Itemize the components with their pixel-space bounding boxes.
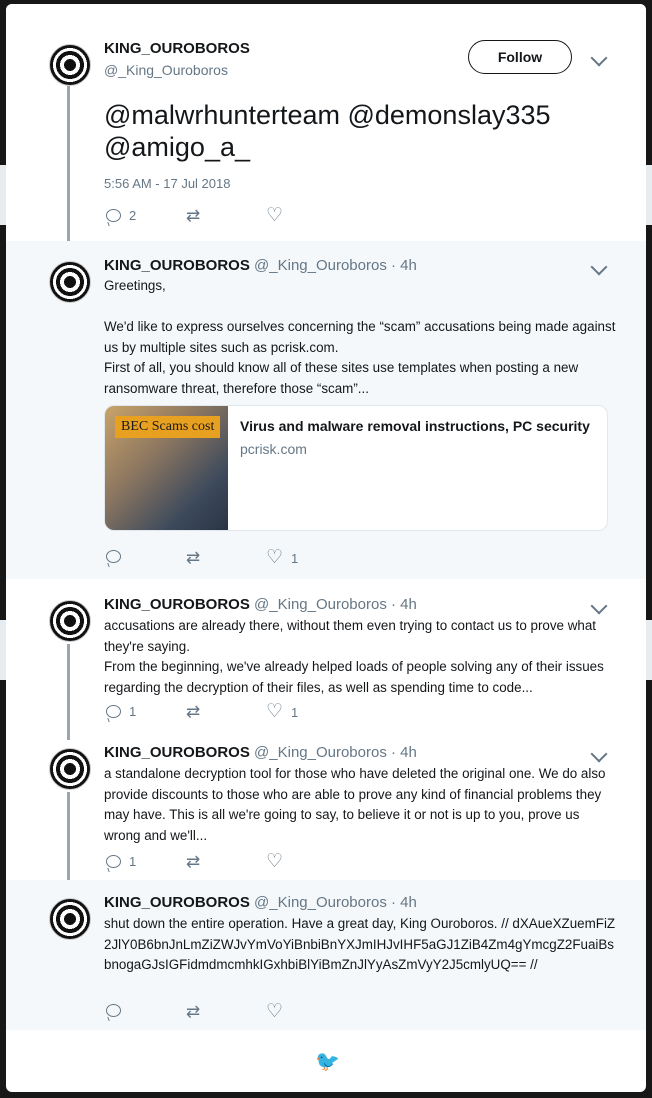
- retweet-action[interactable]: [186, 208, 200, 224]
- retweet-icon: ⇄: [186, 702, 201, 721]
- tweet-actions: [104, 851, 404, 876]
- display-name-text: KING_OUROBOROS: [104, 257, 250, 274]
- retweet-icon: ⇄: [186, 206, 201, 225]
- tweet-text: a standalone decryption tool for those who have deleted the original one. We do also provide discounts to those who are able to prove any kind of financial problems they may have. This is all we're going to say, to believe it or not is up to you, prove us wrong and we'll...: [104, 766, 606, 843]
- tweet-time: · 4h: [391, 596, 417, 613]
- tweet-text: @malwrhunterteam @demonslay335 @amigo_a_: [104, 100, 551, 162]
- like-action[interactable]: [266, 701, 299, 722]
- avatar[interactable]: [49, 44, 91, 86]
- twitter-bird-icon: 🐦: [315, 1051, 340, 1073]
- retweet-icon: ⇄: [186, 1002, 201, 1021]
- tweet-actions: [104, 701, 404, 726]
- follow-button[interactable]: Follow: [468, 40, 572, 74]
- reply-count: 1: [129, 854, 137, 869]
- retweet-action[interactable]: [186, 550, 200, 566]
- reply-action[interactable]: [106, 854, 136, 869]
- card-title: Virus and malware removal instructions, PC security: [240, 418, 590, 434]
- card-domain: pcrisk.com: [240, 441, 307, 457]
- display-name[interactable]: [104, 257, 417, 274]
- tweet-text: shut down the entire operation. Have a great day, King Ouroboros. // dXAueXZuemFiZ2JlY0B6bnJnLmZiZWJvYmVoYiBnbiBnYXJmIHJvIHF5aGJ1ZiB4Zm4gYmcgZ2FuaiBsbnogaGJsIGFidmdmcmhkIGxhbiBlYiBmZnJlYyAsZmVyY2J5cmlyUQ== //: [104, 916, 616, 972]
- chevron-down-icon[interactable]: [591, 259, 608, 276]
- heart-icon: ♡: [266, 701, 284, 722]
- handle: @_King_Ouroboros: [254, 596, 387, 613]
- chevron-down-icon[interactable]: [591, 598, 608, 615]
- tweet-actions: [104, 547, 404, 572]
- display-name-text: KING_OUROBOROS: [104, 894, 250, 911]
- thread-line: [67, 730, 70, 740]
- tweet-timestamp[interactable]: 5:56 AM - 17 Jul 2018: [104, 176, 231, 191]
- reply-icon: [106, 705, 121, 718]
- display-name[interactable]: [104, 596, 417, 613]
- thread-line: [67, 86, 70, 241]
- thread-line: [67, 644, 70, 730]
- tweet-actions: [104, 205, 404, 230]
- like-count: 1: [291, 704, 299, 720]
- reply-action[interactable]: [106, 1004, 121, 1017]
- avatar[interactable]: [49, 748, 91, 790]
- handle: @_King_Ouroboros: [254, 257, 387, 274]
- link-card[interactable]: [104, 405, 608, 531]
- tweet-modal: [6, 4, 646, 1092]
- tweet-actions: [104, 1001, 404, 1026]
- like-count: 1: [291, 550, 299, 566]
- reply-icon: [106, 855, 121, 868]
- tweet-time: · 4h: [391, 894, 417, 911]
- display-name-text: KING_OUROBOROS: [104, 744, 250, 761]
- retweet-icon: ⇄: [186, 852, 201, 871]
- heart-icon: ♡: [266, 1001, 284, 1022]
- display-name[interactable]: KING_OUROBOROS: [104, 40, 250, 57]
- tweet-text: accusations are already there, without them even trying to contact us to prove what they're saying. From the beginning, we've already helped loads of people solving any of their issues regarding the decryption of their files, as well as spending time to code...: [104, 618, 604, 695]
- like-action[interactable]: [266, 205, 284, 226]
- retweet-action[interactable]: [186, 1004, 200, 1020]
- reply-tweet[interactable]: [6, 880, 646, 1030]
- thread-line: [67, 792, 70, 880]
- card-image-text: BEC Scams cost: [115, 416, 220, 438]
- like-action[interactable]: [266, 547, 299, 568]
- avatar[interactable]: [49, 898, 91, 940]
- chevron-down-icon[interactable]: [591, 50, 608, 67]
- reply-tweet[interactable]: [6, 730, 646, 880]
- avatar[interactable]: [49, 261, 91, 303]
- reply-icon: [106, 209, 121, 222]
- heart-icon: ♡: [266, 547, 284, 568]
- reply-tweet[interactable]: [6, 582, 646, 730]
- reply-action[interactable]: [106, 208, 136, 223]
- tweet-text: Greetings, We'd like to express ourselves concerning the “scam” accusations being made against us by multiple sites such as pcrisk.com. First of all, you should know all of these sites use templates when posting a new ransomware threat, therefore those “scam”...: [104, 278, 616, 396]
- reply-count: 1: [129, 704, 137, 719]
- reply-icon: [106, 1004, 121, 1017]
- reply-icon: [106, 550, 121, 563]
- reply-action[interactable]: [106, 550, 129, 563]
- tweet-time: · 4h: [391, 257, 417, 274]
- chevron-down-icon[interactable]: [591, 746, 608, 763]
- like-action[interactable]: [266, 1001, 284, 1022]
- reply-count: 2: [129, 208, 137, 223]
- retweet-icon: ⇄: [186, 548, 201, 567]
- card-image: [105, 406, 228, 530]
- heart-icon: ♡: [266, 205, 284, 226]
- retweet-action[interactable]: [186, 704, 200, 720]
- display-name[interactable]: [104, 894, 417, 911]
- avatar[interactable]: [49, 600, 91, 642]
- retweet-action[interactable]: [186, 854, 200, 870]
- handle: @_King_Ouroboros: [254, 894, 387, 911]
- display-name-text: KING_OUROBOROS: [104, 596, 250, 613]
- heart-icon: ♡: [266, 851, 284, 872]
- reply-tweet[interactable]: [6, 241, 646, 579]
- handle[interactable]: @_King_Ouroboros: [104, 62, 228, 78]
- main-tweet: [6, 4, 646, 241]
- tweet-time: · 4h: [391, 744, 417, 761]
- display-name[interactable]: [104, 744, 417, 761]
- reply-action[interactable]: [106, 704, 136, 719]
- handle: @_King_Ouroboros: [254, 744, 387, 761]
- like-action[interactable]: [266, 851, 284, 872]
